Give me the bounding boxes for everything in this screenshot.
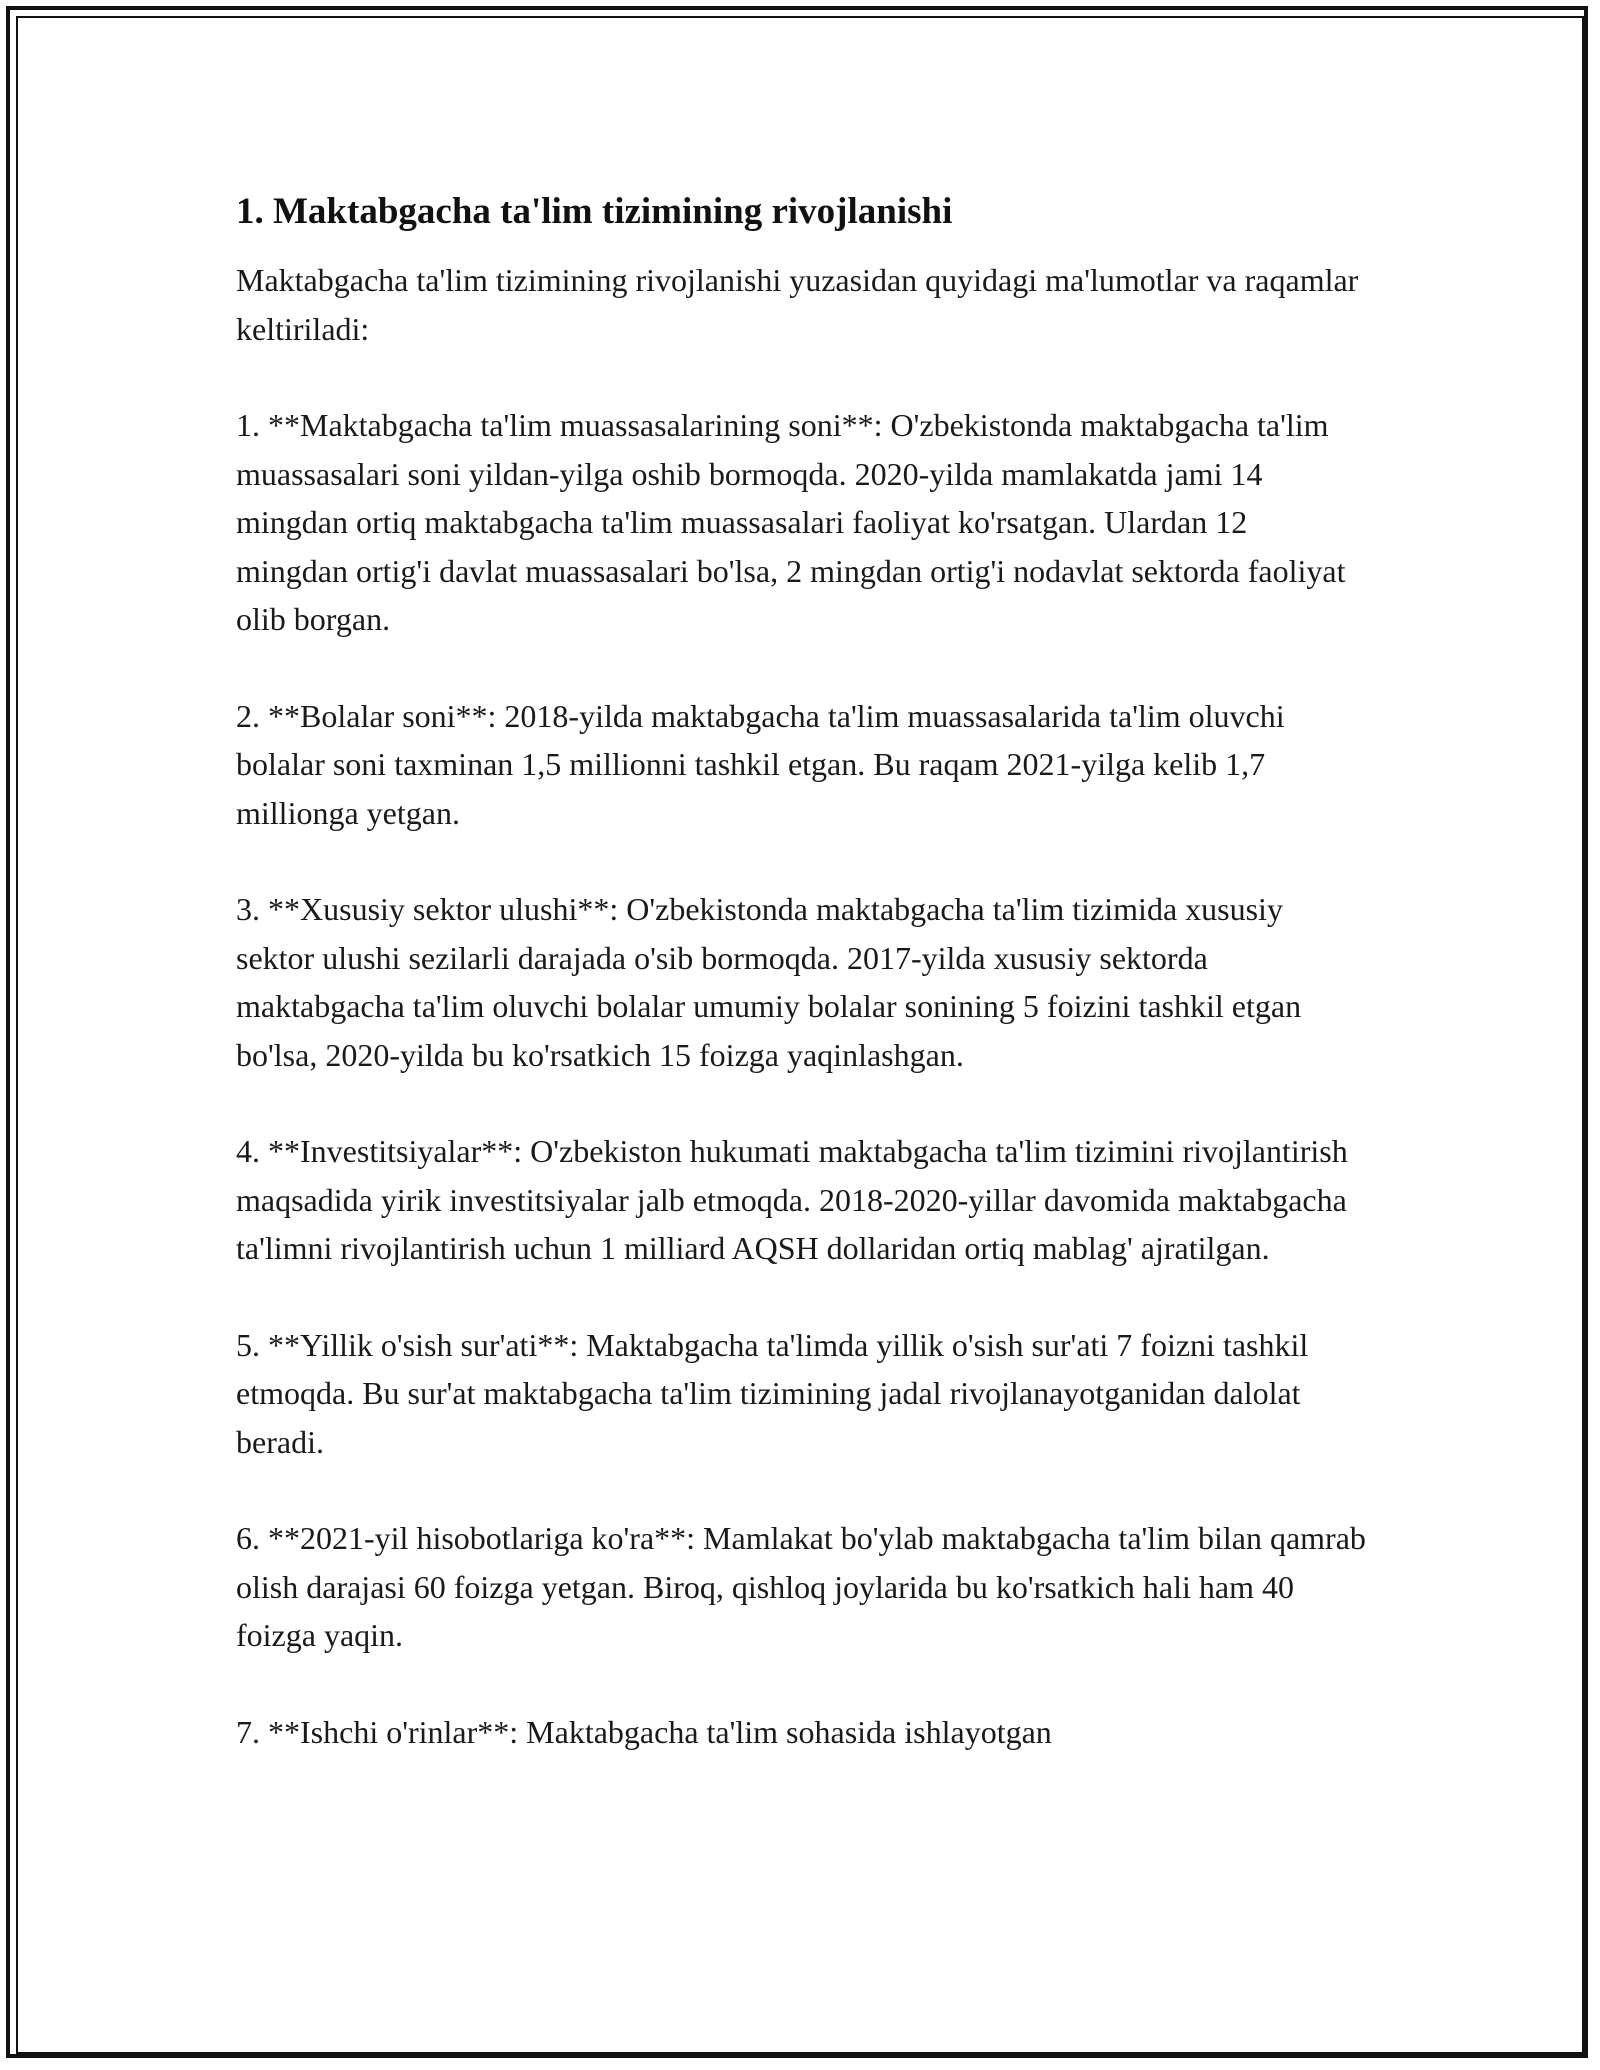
list-item-7: 7. **Ishchi o'rinlar**: Maktabgacha ta'lim sohasida ishlayotgan <box>236 1713 1052 1750</box>
document-body <box>236 186 1366 1804</box>
list-item-5: 5. **Yillik o'sish sur'ati**: Maktabgacha ta'limda yillik o'sish sur'ati 7 foizni tashkil etmoqda. Bu sur'at maktabgacha ta'lim tizimining jadal rivojlanayotganidan dalolat beradi. <box>236 1326 1309 1460</box>
document-title: 1. Maktabgacha ta'lim tizimining rivojlanishi <box>236 191 953 232</box>
list-item-4: 4. **Investitsiyalar**: O'zbekiston hukumati maktabgacha ta'lim tizimini rivojlantirish maqsadida yirik investitsiyalar jalb etmoqda. 2018-2020-yillar davomida maktabgacha ta'limni rivojlantirish uchun 1 milliard AQSH dollaridan ortiq mablag' ajratilgan. <box>236 1133 1348 1266</box>
list-item-3: 3. **Xususiy sektor ulushi**: O'zbekistonda maktabgacha ta'lim tizimida xususiy sektor ulushi sezilarli darajada o'sib bormoqda. 2017-yilda xususiy sektorda maktabgacha ta'lim oluvchi bolalar umumiy bolalar sonining 5 foizini tashkil etgan bo'lsa, 2020-yilda bu ko'rsatkich 15 foizga yaqinlashgan. <box>236 891 1302 1073</box>
list-item-6: 6. **2021-yil hisobotlariga ko'ra**: Mamlakat bo'ylab maktabgacha ta'lim bilan qamrab olish darajasi 60 foizga yetgan. Biroq, qishloq joylarida bu ko'rsatkich hali ham 40 foizga yaqin. <box>236 1520 1366 1653</box>
list-item-2: 2. **Bolalar soni**: 2018-yilda maktabgacha ta'lim muassasalarida ta'lim oluvchi bolalar soni taxminan 1,5 millionni tashkil etgan. Bu raqam 2021-yilga kelib 1,7 millionga yetgan. <box>236 697 1285 831</box>
list-item-1: 1. **Maktabgacha ta'lim muassasalarining soni**: O'zbekistonda maktabgacha ta'lim muassasalari soni yildan-yilga oshib bormoqda. 2020-yilda mamlakatda jami 14 mingdan ortiq maktabgacha ta'lim muassasalari faoliyat ko'rsatgan. Ulardan 12 mingdan ortig'i davlat muassasalari bo'lsa, 2 mingdan ortig'i nodavlat sektorda faoliyat olib borgan. <box>236 407 1346 637</box>
intro-paragraph: Maktabgacha ta'lim tizimining rivojlanishi yuzasidan quyidagi ma'lumotlar va raqamlar keltiriladi: <box>236 262 1359 347</box>
